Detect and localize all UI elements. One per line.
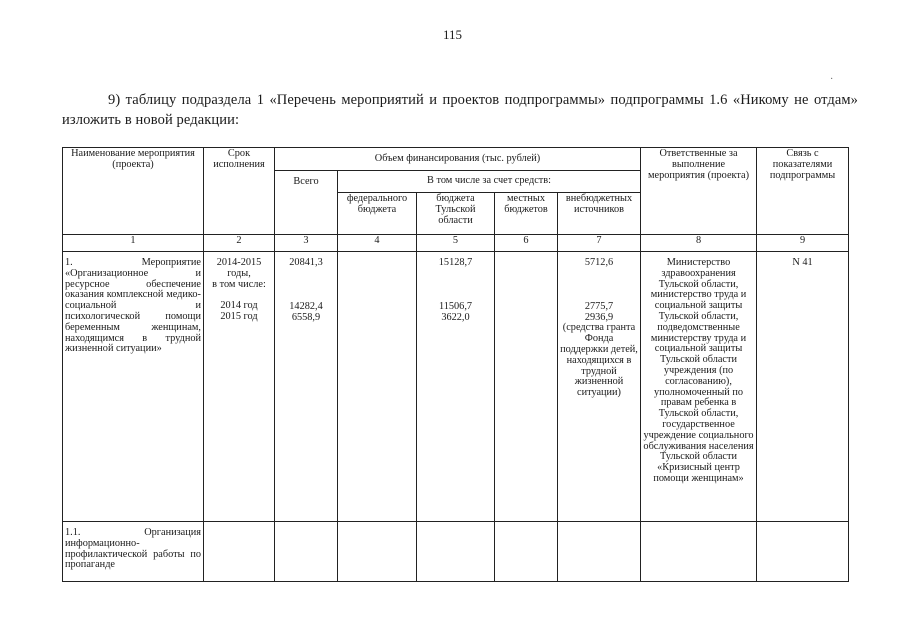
scan-speck: · xyxy=(830,74,834,85)
regional-sum: 15128,7 xyxy=(438,257,473,268)
column-number: 8 xyxy=(641,235,757,252)
header-extra: внебюджетных источников xyxy=(558,193,641,235)
total-cell xyxy=(275,522,338,582)
activities-table xyxy=(62,147,849,582)
activity-name: 1. Мероприятие «Организационное и ресурсное обеспечение оказания комплексной медико-социальной и психологической помощи беременным женщинам, xyxy=(65,257,201,333)
total-cell xyxy=(275,252,338,522)
regional-2015: 3622,0 xyxy=(441,311,470,323)
header-volume: Объем финансирования (тыс. рублей) xyxy=(275,148,641,171)
total-2015: 6558,9 xyxy=(291,311,321,323)
regional-2014: 11506,7 xyxy=(438,300,473,312)
term-period: 2014-2015 xyxy=(216,257,262,268)
responsible-cell: Министерство здравоохранения Тульской области, министерство труда и социальной защиты Тульской области, подведомственные министерству труда и социальной защиты Тульской области учреждения (по согласованию), уполномоченный по правам ребенка в Тульской области, государственное учреждение социального обслуживания населения Тульской области «Кризисный центр помощи женщинам» xyxy=(641,252,757,522)
extra-cell xyxy=(558,252,641,522)
table-row xyxy=(63,522,849,582)
term-2015: 2015 год xyxy=(220,311,258,323)
column-number: 1 xyxy=(63,235,204,252)
header-regional: бюджета Тульской области xyxy=(417,193,495,235)
header-link: Связь с показателями подпрограммы xyxy=(757,148,849,235)
activity-name-cell: 1.1. Организация информационно-профилактической работы по пропаганде xyxy=(63,522,204,582)
regional-cell xyxy=(417,252,495,522)
term-cell xyxy=(204,522,275,582)
header-including: В том числе за счет средств: xyxy=(338,171,641,193)
total-sum: 20841,3 xyxy=(289,257,323,268)
federal-cell xyxy=(338,252,417,522)
extra-2015: 2936,9 xyxy=(584,311,614,323)
column-number: 7 xyxy=(558,235,641,252)
local-cell xyxy=(495,522,558,582)
term-2014: 2014 год xyxy=(220,300,258,312)
header-total: Всего xyxy=(275,171,338,235)
term-including: в том числе: xyxy=(212,278,266,290)
column-number: 4 xyxy=(338,235,417,252)
header-term: Срок исполнения xyxy=(204,148,275,235)
extra-note: (средства гранта Фонда поддержки детей, находящихся в трудной жизненной ситуации) xyxy=(560,322,638,399)
page-number: 115 xyxy=(442,27,463,42)
column-number: 9 xyxy=(757,235,849,252)
activity-name-end: находящимся в трудной жизненной ситуации» xyxy=(65,332,201,355)
header-local: местных бюджетов xyxy=(495,193,558,235)
term-cell xyxy=(204,252,275,522)
column-number: 3 xyxy=(275,235,338,252)
link-cell xyxy=(757,522,849,582)
activity-name-cell xyxy=(63,252,204,522)
total-2014: 14282,4 xyxy=(289,300,323,312)
intro-paragraph: 9) таблицу подраздела 1 «Перечень мероприятий и проектов подпрограммы» подпрограммы 1.6 «Никому не отдам» изложить в новой редакции: xyxy=(62,92,858,128)
responsible-cell xyxy=(641,522,757,582)
local-cell xyxy=(495,252,558,522)
column-number: 6 xyxy=(495,235,558,252)
term-years: годы, xyxy=(227,267,251,279)
column-number: 5 xyxy=(417,235,495,252)
extra-sum: 5712,6 xyxy=(584,257,614,268)
table-row xyxy=(63,252,849,522)
column-number: 2 xyxy=(204,235,275,252)
header-name: Наименование мероприятия (проекта) xyxy=(63,148,204,235)
federal-cell xyxy=(338,522,417,582)
regional-cell xyxy=(417,522,495,582)
extra-2014: 2775,7 xyxy=(584,300,614,312)
extra-cell xyxy=(558,522,641,582)
header-federal: федерального бюджета xyxy=(338,193,417,235)
link-cell: N 41 xyxy=(757,252,849,522)
header-responsible: Ответственные за выполнение мероприятия (проекта) xyxy=(641,148,757,235)
